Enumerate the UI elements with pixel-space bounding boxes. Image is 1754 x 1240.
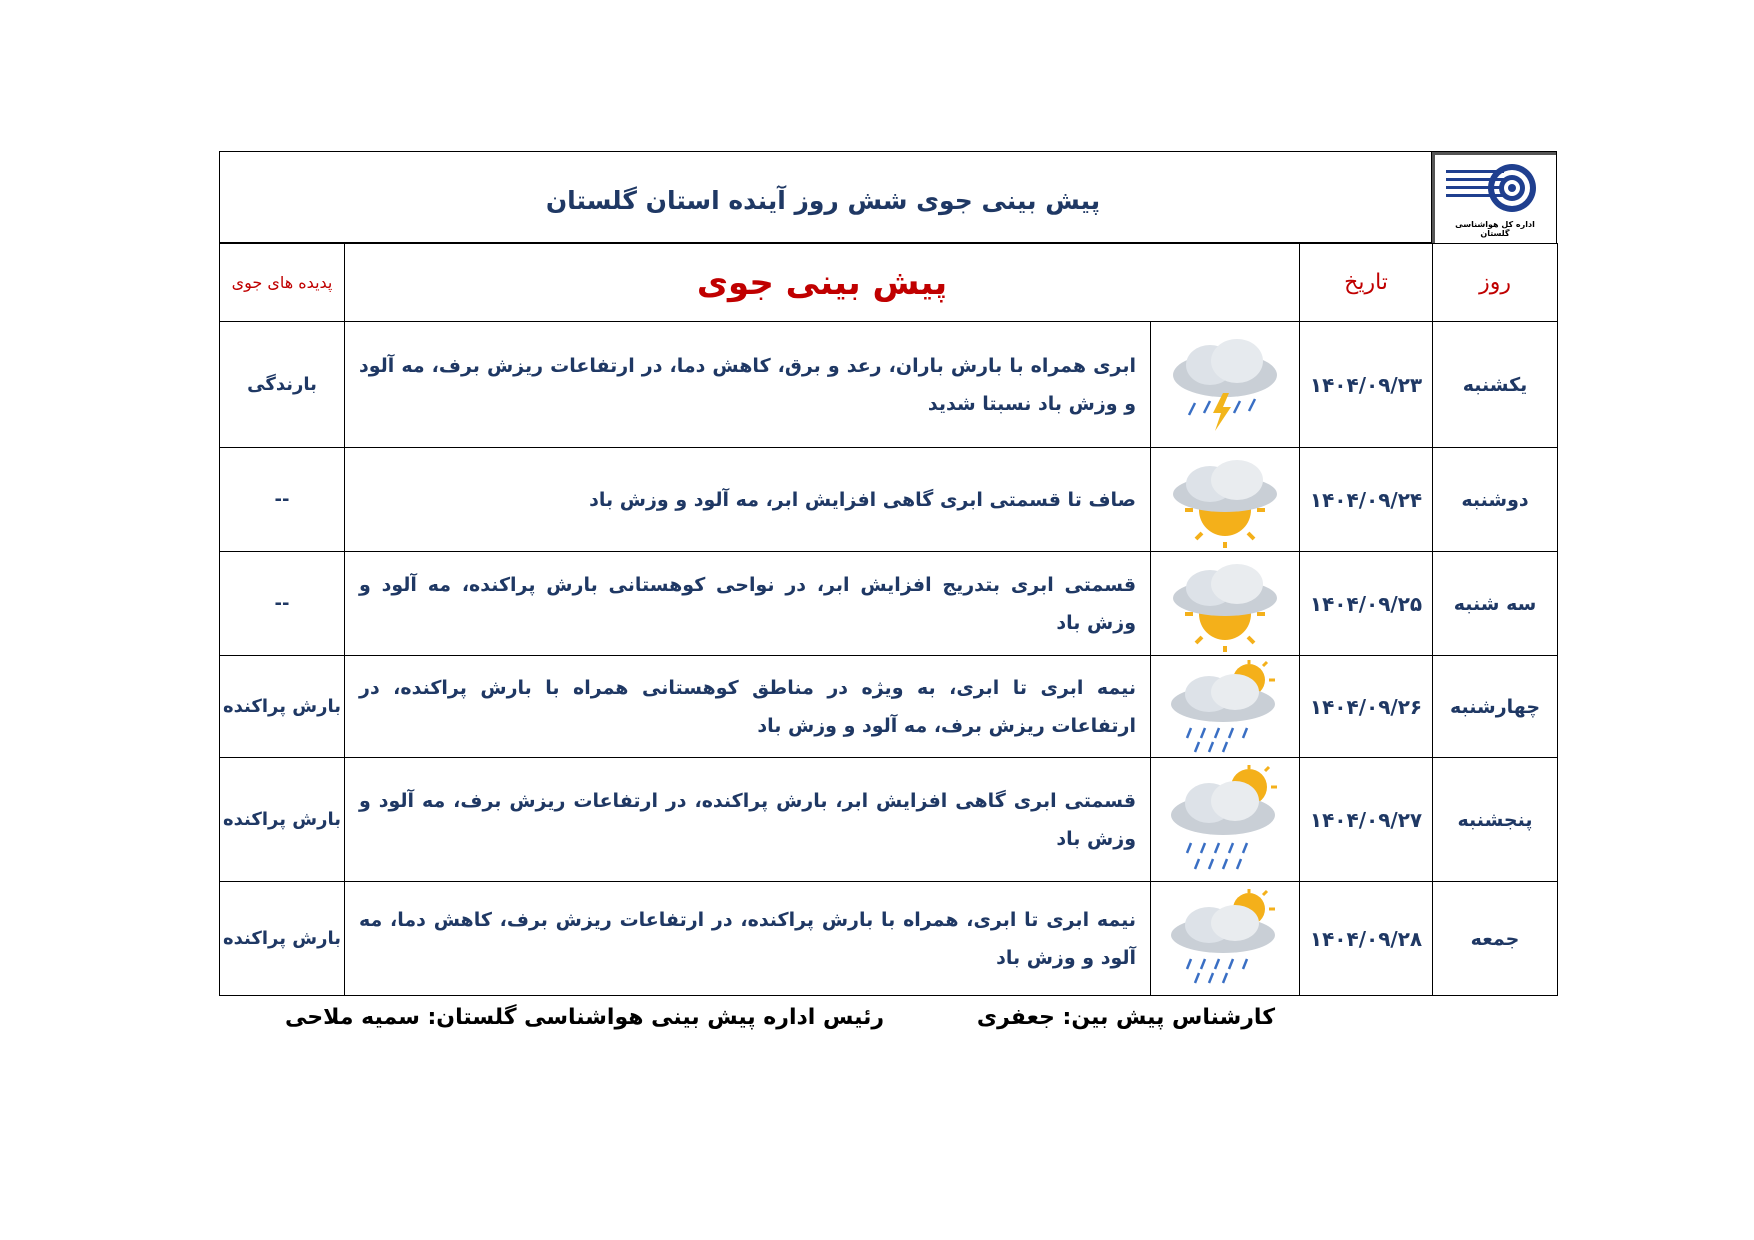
table-row [220,656,1558,758]
weather-icon-cell [1151,552,1300,656]
table-row [220,552,1558,656]
day-cell: دوشنبه [1433,448,1558,552]
cloud-rain-lightning-icon [1165,335,1285,435]
forecast-description: نیمه ابری تا ابری، به ویژه در مناطق کوهستانی همراه با بارش پراکنده، در ارتفاعات ریزش برف، مه آلود و وزش باد [345,656,1151,758]
column-header-day: روز [1433,244,1558,322]
sun-cloud-rain-icon [1165,765,1285,875]
weather-icon-cell [1151,322,1300,448]
weather-icon-cell [1151,758,1300,882]
day-cell: پنجشنبه [1433,758,1558,882]
table-row [220,448,1558,552]
date-cell: ۱۴۰۴/۰۹/۲۵ [1300,552,1433,656]
weather-icon-cell [1151,882,1300,996]
phenomena-cell: -- [220,448,345,552]
meteorological-logo [1440,158,1550,238]
forecaster-signature: کارشناس پیش بین: جعفری [976,1005,1275,1030]
sun-cloud-rain-icon [1165,889,1285,989]
date-cell: ۱۴۰۴/۰۹/۲۷ [1300,758,1433,882]
column-header-forecast: پیش بینی جوی [345,244,1300,322]
forecast-description: نیمه ابری تا ابری، همراه با بارش پراکنده، در ارتفاعات ریزش برف، کاهش دما، مه آلود و وزش باد [345,882,1151,996]
date-cell: ۱۴۰۴/۰۹/۲۳ [1300,322,1433,448]
table-row [220,882,1558,996]
weather-icon-cell [1151,656,1300,758]
column-header-date: تاریخ [1300,244,1433,322]
day-cell: جمعه [1433,882,1558,996]
table-header-row [220,244,1558,322]
phenomena-cell: بارش پراکنده [220,656,345,758]
day-cell: یکشنبه [1433,322,1558,448]
day-cell: چهارشنبه [1433,656,1558,758]
page-title: پیش بینی جوی شش روز آینده استان گلستان [545,186,1101,215]
column-header-phenomena: پدیده های جوی [220,244,345,322]
logo-text: اداره کل هواشناسی گلستان [1455,220,1535,238]
phenomena-cell: بارش پراکنده [220,882,345,996]
phenomena-cell: -- [220,552,345,656]
table-row [220,322,1558,448]
table-row [220,758,1558,882]
date-cell: ۱۴۰۴/۰۹/۲۸ [1300,882,1433,996]
logo-box [1431,152,1556,244]
sun-cloud-rain-icon [1165,660,1285,754]
phenomena-cell: بارندگی [220,322,345,448]
forecast-table [219,243,1558,996]
forecast-description: صاف تا قسمتی ابری گاهی افزایش ابر، مه آلود و وزش باد [345,448,1151,552]
header-box [219,151,1557,243]
head-signature: رئیس اداره پیش بینی هواشناسی گلستان: سمیه ملاحی [285,1005,884,1030]
cloud-sun-below-icon [1165,556,1285,652]
day-cell: سه شنبه [1433,552,1558,656]
weather-icon-cell [1151,448,1300,552]
forecast-description: قسمتی ابری بتدریج افزایش ابر، در نواحی کوهستانی بارش پراکنده، مه آلود و وزش باد [345,552,1151,656]
forecast-description: قسمتی ابری گاهی افزایش ابر، بارش پراکنده، در ارتفاعات ریزش برف، مه آلود و وزش باد [345,758,1151,882]
cloud-sun-below-icon [1165,452,1285,548]
date-cell: ۱۴۰۴/۰۹/۲۴ [1300,448,1433,552]
forecast-description: ابری همراه با بارش باران، رعد و برق، کاهش دما، در ارتفاعات ریزش برف، مه آلود و وزش باد نسبتا شدید [345,322,1151,448]
date-cell: ۱۴۰۴/۰۹/۲۶ [1300,656,1433,758]
phenomena-cell: بارش پراکنده [220,758,345,882]
